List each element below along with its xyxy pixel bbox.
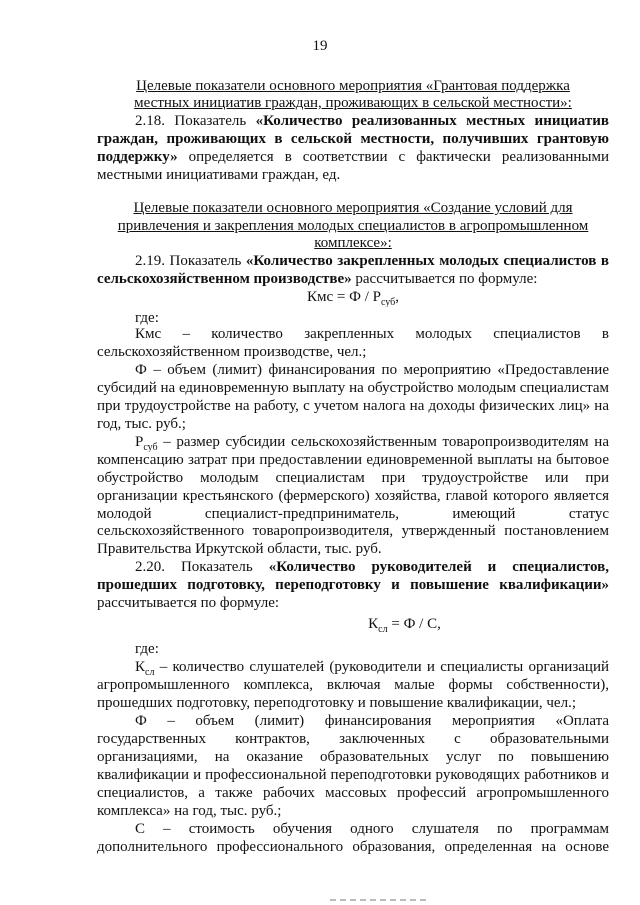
definition-ksl-line3: прошедших подготовку, переподготовку и повышение квалификации, чел.;	[97, 695, 576, 711]
section-heading-grant-line2: местных инициатив граждан, проживающих в сельской местности»:	[134, 95, 572, 111]
symbol-subscript: суб	[143, 442, 158, 452]
body-text: – количество слушателей (руководители и специалисты организаций	[154, 659, 609, 675]
scan-edge-mark	[330, 899, 430, 901]
section-heading-grant-line1: Целевые показатели основного мероприятия «Грантовая поддержка	[136, 78, 570, 94]
formula-subscript: сл	[378, 624, 388, 634]
definition-c-line2: дополнительного профессионального образования, определенная на основе	[97, 839, 609, 855]
definition-f-line4: год, тыс. руб.;	[97, 416, 186, 432]
formula-ksl	[200, 616, 609, 634]
indicator-2-18-line4: местными инициативами граждан, ед.	[97, 167, 341, 183]
symbol: К	[135, 659, 146, 675]
section-heading-specialists-line3: комплексе»:	[314, 235, 392, 251]
definition-rsub-line1	[135, 434, 609, 452]
indicator-title: «Количество реализованных местных инициатив	[255, 113, 609, 129]
definition-ksl-line1	[135, 659, 609, 677]
formula-subscript: суб	[380, 297, 396, 307]
definition-rsub-line4: организации крестьянского (фермерского) хозяйства, главой которого является	[97, 488, 609, 504]
indicator-number: 2.19. Показатель	[135, 253, 246, 269]
definition-rsub-line6: сельскохозяйственного товаропроизводителя, утвержденный постановлением	[97, 523, 609, 539]
indicator-title: прошедших подготовку, переподготовку и повышение квалификации»	[97, 577, 609, 593]
definition-f-line1: Ф – объем (лимит) финансирования по мероприятию «Предоставление	[135, 362, 609, 378]
definition-rsub-line7: Правительства Иркутской области, тыс. руб.	[97, 541, 382, 557]
indicator-2-19-line1	[135, 253, 609, 271]
definition-c-line1: С – стоимость обучения одного слушателя по программам	[135, 821, 609, 837]
definition-rsub-line2: компенсацию затрат при предоставлении единовременной выплаты на бытовое	[97, 452, 609, 468]
where-label: где:	[135, 310, 159, 326]
body-text: рассчитывается по формуле:	[351, 271, 538, 287]
symbol: Р	[135, 434, 144, 450]
definition-kms-line2: сельскохозяйственном производстве, чел.;	[97, 344, 367, 360]
indicator-2-20-line2	[97, 577, 609, 595]
indicator-title: сельскохозяйственном производстве»	[97, 271, 352, 287]
formula-text: ,	[395, 289, 399, 305]
indicator-2-18-line1	[135, 113, 609, 131]
definition-f2-line4: квалификации и профессиональной переподготовки руководящих работников и	[97, 767, 609, 783]
where-label: где:	[135, 641, 159, 657]
indicator-title: поддержку»	[97, 149, 178, 165]
definition-f2-line5: специалистов, а также рабочих массовых профессий агропромышленного	[97, 785, 609, 801]
definition-kms-line1: Кмс – количество закрепленных молодых специалистов в	[135, 326, 609, 342]
formula-kms	[97, 289, 609, 307]
indicator-2-18-line2	[97, 131, 609, 149]
indicator-title: «Количество руководителей и специалистов,	[268, 559, 609, 575]
definition-f-line2: субсидий на единовременную выплату на обустройство молодым специалистам	[97, 380, 609, 396]
definition-rsub-line5: молодой специалист-предприниматель, имеющий статус	[97, 506, 609, 522]
definition-f-line3: при трудоустройстве на работу, с учетом налога на доходы физических лиц» на	[97, 398, 609, 414]
section-heading-specialists-line2: привлечения и закрепления молодых специалистов в агропромышленном	[117, 218, 589, 234]
indicator-title: граждан, проживающих в сельской местности, получивших грантовую	[97, 131, 609, 147]
section-heading-specialists-line1: Целевые показатели основного мероприятия «Создание условий для	[133, 200, 573, 216]
formula-text: К	[368, 616, 379, 632]
indicator-2-19-line2	[97, 271, 609, 289]
indicator-2-18-line3	[97, 149, 609, 167]
formula-text: Кмс = Ф / Р	[307, 289, 381, 305]
definition-ksl-line2: агропромышленного комплекса, включая малые формы собственности),	[97, 677, 609, 693]
definition-f2-line3: организациями, на оказание образовательных услуг по повышению	[97, 749, 609, 765]
body-text: определяется в соответствии с фактически реализованными	[177, 149, 609, 165]
symbol-subscript: сл	[145, 667, 155, 677]
indicator-number: 2.20. Показатель	[135, 559, 269, 575]
page-number: 19	[312, 38, 328, 54]
body-text: – размер субсидии сельскохозяйственным товаропроизводителям на	[157, 434, 609, 450]
indicator-title: «Количество закрепленных молодых специалистов в	[245, 253, 609, 269]
definition-rsub-line3: обустройство молодым специалистам при трудоустройстве или при	[97, 470, 609, 486]
definition-f2-line2: государственных контрактов, заключенных с образовательными	[97, 731, 609, 747]
definition-f2-line1: Ф – объем (лимит) финансирования мероприятия «Оплата	[135, 713, 609, 729]
indicator-number: 2.18. Показатель	[135, 113, 256, 129]
indicator-2-20-line3: рассчитывается по формуле:	[97, 595, 280, 611]
indicator-2-20-line1	[135, 559, 609, 577]
formula-text: = Ф / С,	[387, 616, 441, 632]
definition-f2-line6: комплекса» на год, тыс. руб.;	[97, 803, 282, 819]
